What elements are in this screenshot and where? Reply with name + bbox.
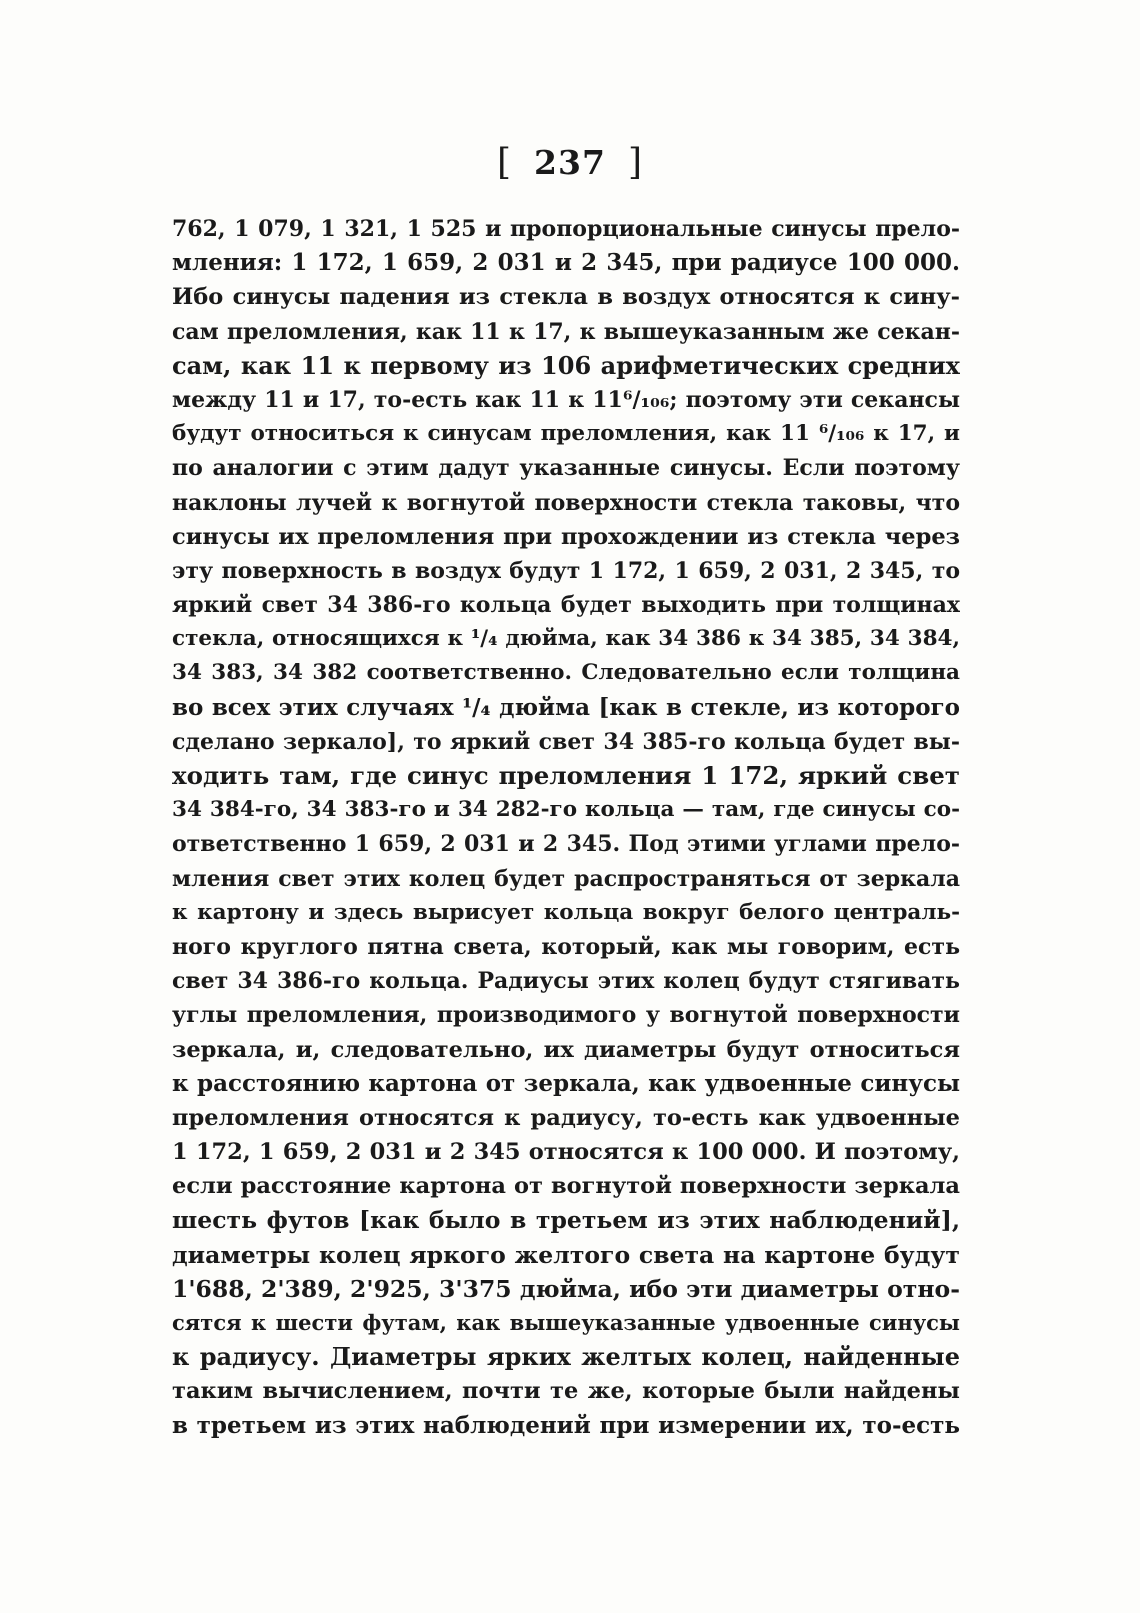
text-line: к картону и здесь вырисует кольца вокруг белого централь- [172,899,960,925]
text-line: ного круглого пятна света, который, как мы говорим, есть [172,933,960,960]
text-line: синусы их преломления при прохождении из стекла через [172,523,960,550]
page-number [0,142,1140,183]
text-line: мления: 1 172, 1 659, 2 031 и 2 345, при радиусе 100 000. [172,249,960,277]
text-line: 1'688, 2'389, 2'925, 3'375 дюйма, ибо эти диаметры отно- [172,1274,960,1303]
text-line: ответственно 1 659, 2 031 и 2 345. Под этими углами прело- [172,831,960,858]
text-line: 1 172, 1 659, 2 031 и 2 345 относятся к 100 000. И поэтому, [172,1139,960,1166]
text-line: яркий свет 34 386-го кольца будет выходить при толщинах [172,592,960,619]
text-body [172,212,960,1443]
page-number-bracket-left: [ [497,142,513,183]
text-line: сятся к шести футам, как вышеуказанные удвоенные синусы [172,1310,960,1335]
text-line: таким вычислением, почти те же, которые были найдены [172,1378,960,1405]
page-number-value: 237 [534,143,606,182]
page-number-bracket-right: ] [627,142,643,183]
text-line: Ибо синусы падения из стекла в воздух относятся к сину- [172,284,960,311]
text-line: свет 34 386-го кольца. Радиусы этих колец будут стягивать [172,968,960,995]
text-line: 34 383, 34 382 соответственно. Следовательно если толщина [172,660,960,686]
text-line: ходить там, где синус преломления 1 172, яркий свет [172,761,960,790]
text-line: зеркала, и, следовательно, их диаметры будут относиться [172,1036,960,1063]
text-line: между 11 и 17, то-есть как 11 к 11⁶/₁₀₆; поэтому эти секансы [172,386,960,413]
text-line: сам, как 11 к первому из 106 арифметических средних [172,350,960,380]
text-line: эту поверхность в воздух будут 1 172, 1 659, 2 031, 2 345, то [172,557,960,584]
text-line: мления свет этих колец будет распространяться от зеркала [172,865,960,892]
text-line: шесть футов [как было в третьем из этих наблюдений], [172,1206,960,1235]
text-line: 34 384-го, 34 383-го и 34 282-го кольца — там, где синусы со- [172,797,960,823]
text-line: к радиусу. Диаметры ярких желтых колец, найденные [172,1342,960,1372]
text-line: наклоны лучей к вогнутой поверхности стекла таковы, что [172,489,960,516]
text-line: в третьем из этих наблюдений при измерении их, то-есть [172,1411,960,1439]
text-line: по аналогии с этим дадут указанные синусы. Если поэтому [172,455,960,482]
text-line: если расстояние картона от вогнутой поверхности зеркала [172,1173,960,1200]
text-line: во всех этих случаях ¹/₄ дюйма [как в стекле, из которого [172,693,960,721]
text-line: преломления относятся к радиусу, то-есть как удвоенные [172,1104,960,1131]
text-line: к расстоянию картона от зеркала, как удвоенные синусы [172,1069,960,1097]
text-line: будут относиться к синусам преломления, как 11 ⁶/₁₀₆ к 17, и [172,421,960,447]
text-line: диаметры колец яркого желтого света на картоне будут [172,1240,960,1269]
text-line: углы преломления, производимого у вогнутой поверхности [172,1002,960,1029]
text-line: сам преломления, как 11 к 17, к вышеуказанным же секан- [172,318,960,345]
text-line: сделано зеркало], то яркий свет 34 385-го кольца будет вы- [172,728,960,755]
text-line: 762, 1 079, 1 321, 1 525 и пропорциональные синусы прело- [172,216,960,242]
text-line: стекла, относящихся к ¹/₄ дюйма, как 34 386 к 34 385, 34 384, [172,626,960,652]
